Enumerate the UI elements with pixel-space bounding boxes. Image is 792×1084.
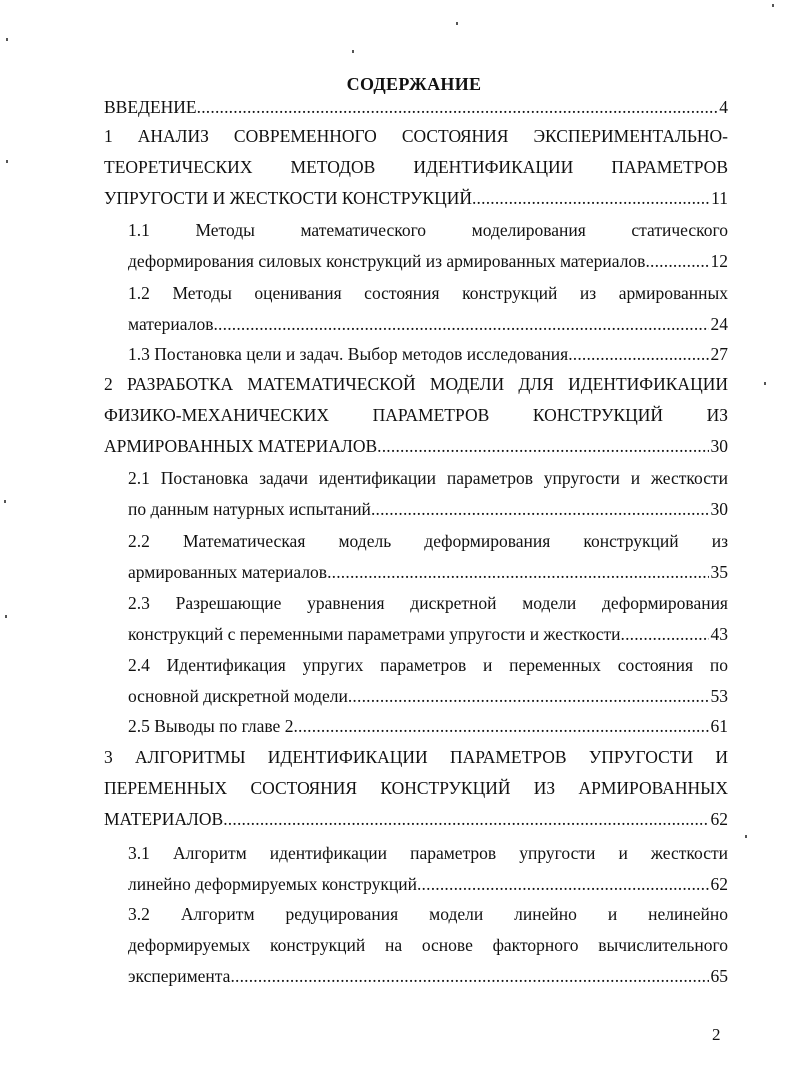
toc-page-ref: 27: [710, 344, 728, 364]
toc-entry-section-2-4[interactable]: [128, 650, 728, 712]
toc-page-ref: 61: [710, 716, 728, 736]
page-number: 2: [712, 1025, 721, 1044]
toc-page-ref: 30: [710, 499, 728, 519]
toc-entry-text: 2.5 Выводы по главе 2: [128, 716, 294, 736]
toc-entry-section-3-2[interactable]: [128, 899, 728, 992]
toc-page-ref: 24: [710, 314, 728, 334]
toc-entry-text: деформирования силовых конструкций из армированных материалов: [128, 251, 646, 271]
scan-speck: [456, 22, 458, 25]
toc-page-ref: 53: [710, 686, 728, 706]
toc-entry-chapter-3[interactable]: [104, 742, 728, 835]
toc-page-ref: 11: [711, 188, 728, 208]
toc-entry-section-1-1[interactable]: [128, 215, 728, 277]
toc-entry-text: эксперимента: [128, 966, 231, 986]
toc-entry-chapter-2[interactable]: [104, 369, 728, 462]
toc-entry-line: 2.2 Математическая модель деформирования конструкций из: [128, 531, 728, 551]
toc-entry-line: ПЕРЕМЕННЫХ СОСТОЯНИЯ КОНСТРУКЦИЙ ИЗ АРМИРОВАННЫХ: [104, 778, 728, 798]
toc-entry-section-2-1[interactable]: [128, 463, 728, 525]
scan-speck: [5, 615, 7, 618]
toc-entry-line: 2.4 Идентификация упругих параметров и переменных состояния по: [128, 655, 728, 675]
toc-entry-line: 3 АЛГОРИТМЫ ИДЕНТИФИКАЦИИ ПАРАМЕТРОВ УПРУГОСТИ И: [104, 747, 728, 767]
toc-entry-line: 2.3 Разрешающие уравнения дискретной модели деформирования: [128, 593, 728, 613]
toc-entry-text: материалов: [128, 314, 214, 334]
toc-entry-line: 1.2 Методы оценивания состояния конструкций из армированных: [128, 283, 728, 303]
toc-title: СОДЕРЖАНИЕ: [346, 74, 482, 94]
toc-entry-line: ТЕОРЕТИЧЕСКИХ МЕТОДОВ ИДЕНТИФИКАЦИИ ПАРАМЕТРОВ: [104, 157, 728, 177]
toc-page-ref: 65: [710, 966, 728, 986]
toc-entry-section-2-3[interactable]: [128, 588, 728, 650]
toc-entry-line: 3.1 Алгоритм идентификации параметров упругости и жесткости: [128, 843, 728, 863]
toc-entry-text: АРМИРОВАННЫХ МАТЕРИАЛОВ: [104, 436, 378, 456]
toc-entry-section-3-1[interactable]: [128, 838, 728, 900]
toc-page-ref: 12: [710, 251, 728, 271]
scan-speck: [6, 160, 8, 163]
toc-entry-line: ФИЗИКО-МЕХАНИЧЕСКИХ ПАРАМЕТРОВ КОНСТРУКЦИЙ ИЗ: [104, 405, 728, 425]
toc-page-ref: 30: [710, 436, 728, 456]
toc-entry-section-1-3[interactable]: [128, 339, 728, 370]
scan-speck: [6, 38, 8, 41]
scan-speck: [764, 382, 766, 385]
toc-entry-line: 1 АНАЛИЗ СОВРЕМЕННОГО СОСТОЯНИЯ ЭКСПЕРИМЕНТАЛЬНО-: [104, 126, 728, 146]
toc-entry-chapter-1[interactable]: [104, 121, 728, 214]
toc-entry-line: 2 РАЗРАБОТКА МАТЕМАТИЧЕСКОЙ МОДЕЛИ ДЛЯ ИДЕНТИФИКАЦИИ: [104, 374, 728, 394]
toc-entry-text: ВВЕДЕНИЕ: [104, 97, 197, 117]
toc-entry-section-1-2[interactable]: [128, 278, 728, 340]
scan-speck: [745, 835, 747, 838]
toc-entry-text: армированных материалов: [128, 562, 328, 582]
toc-page-ref: 62: [710, 874, 728, 894]
toc-entry-introduction[interactable]: [104, 92, 728, 123]
toc-entry-text: 1.3 Постановка цели и задач. Выбор методов исследования: [128, 344, 569, 364]
toc-entry-text: линейно деформируемых конструкций: [128, 874, 417, 894]
toc-entry-text: УПРУГОСТИ И ЖЕСТКОСТИ КОНСТРУКЦИЙ: [104, 188, 472, 208]
toc-entry-text: по данным натурных испытаний: [128, 499, 371, 519]
toc-entry-section-2-2[interactable]: [128, 526, 728, 588]
toc-entry-line: деформируемых конструкций на основе факторного вычислительного: [128, 935, 728, 955]
toc-entry-text: конструкций с переменными параметрами упругости и жесткости: [128, 624, 621, 644]
scan-speck: [4, 500, 6, 503]
toc-page-ref: 62: [710, 809, 728, 829]
toc-entry-line: 2.1 Постановка задачи идентификации параметров упругости и жесткости: [128, 468, 728, 488]
toc-entry-section-2-5[interactable]: [128, 711, 728, 742]
toc-page-ref: 35: [710, 562, 728, 582]
toc-entry-text: МАТЕРИАЛОВ: [104, 809, 224, 829]
scan-speck: [772, 4, 774, 7]
scan-speck: [352, 50, 354, 53]
toc-entry-line: 3.2 Алгоритм редуцирования модели линейно и нелинейно: [128, 904, 728, 924]
toc-page-ref: 43: [710, 624, 728, 644]
toc-page-ref: 4: [719, 97, 728, 117]
toc-entry-line: 1.1 Методы математического моделирования статического: [128, 220, 728, 240]
toc-entry-text: основной дискретной модели: [128, 686, 348, 706]
